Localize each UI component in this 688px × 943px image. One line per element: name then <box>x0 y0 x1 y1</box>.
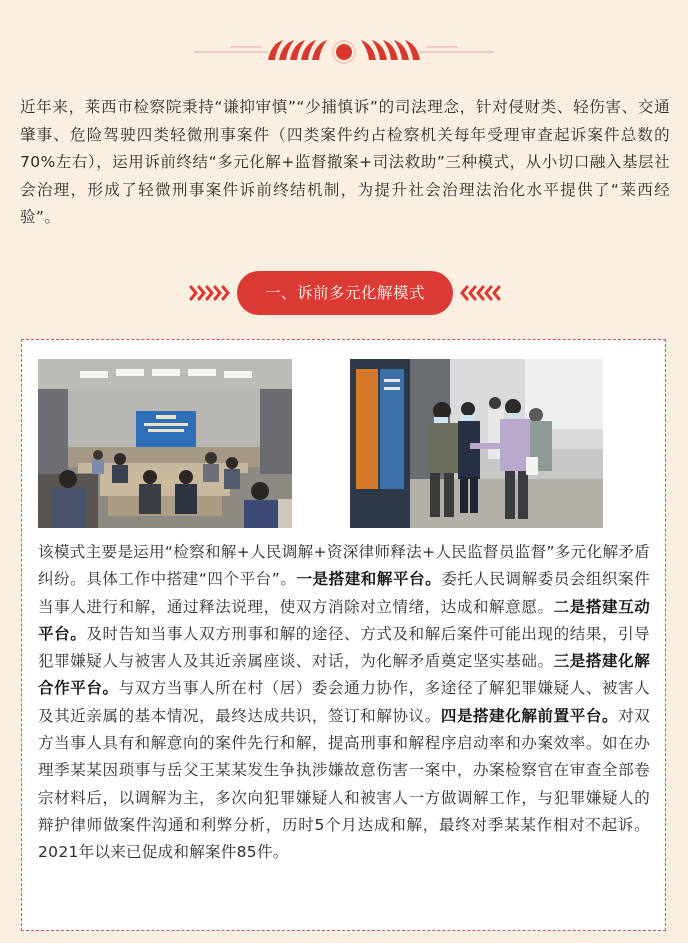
body-text-4: 与双方当事人所在村（居）委会通力协作，多途径了解犯罪嫌疑人、被害人及其近亲属的基本情况，最终达成共识，签订和解协议。 <box>38 679 650 725</box>
body-text-1: 该模式主要是运用“检察和解+人民调解+资深律师释法+人民监督员监督”多元化解矛盾纠纷。具体工作中搭建“四个平台”。 <box>38 543 650 589</box>
platform-3-heading: 三是搭建化解合作平台。 <box>38 652 650 698</box>
meeting-room-photo <box>38 359 292 528</box>
platform-4-heading: 四是搭建化解前置平台。 <box>440 706 619 725</box>
content-card <box>21 339 666 931</box>
section-title: 一、诉前多元化解模式 <box>237 271 453 315</box>
body-paragraph <box>38 539 650 867</box>
body-text-5: 对双方当事人具有和解意向的案件先行和解，提高刑事和解程序启动率和办案效率。如在办理季某某因琐事与岳父王某某发生争执涉嫌故意伤害一案中，办案检察官在审查全部卷宗材料后，以调解为主，多次向犯罪嫌疑人和被害人一方做调解工作，与犯罪嫌疑人的辩护律师做案件沟通和利弊分析，历时5个月达成和解，最终对季某某作相对不起诉。2021年以来已促成和解案件85件。 <box>38 706 650 862</box>
chevrons-left-icon <box>188 283 232 303</box>
section-header <box>0 268 688 318</box>
chevrons-right-icon <box>458 283 502 303</box>
top-ornament <box>0 30 688 70</box>
platform-1-heading: 一是搭建和解平台。 <box>296 570 442 589</box>
body-text-3: 及时告知当事人双方刑事和解的途径、方式及和解后案件可能出现的结果，引导犯罪嫌疑人与被害人及其近亲属座谈、对话，为化解矛盾奠定坚实基础。 <box>38 624 650 671</box>
intro-paragraph: 近年来，莱西市检察院秉持“谦抑审慎”“少捕慎诉”的司法理念，针对侵财类、轻伤害、交通肇事、危险驾驶四类轻微刑事案件（四类案件约占检察机关每年受理审查起诉案件总数的70%左右），运用诉前终结“多元化解+监督撤案+司法救助”三种模式，从小切口融入基层社会治理，形成了轻微刑事案件诉前终结机制，为提升社会治理法治化水平提供了“莱西经验”。 <box>20 98 670 226</box>
handshake-photo <box>350 359 603 528</box>
body-text-2: 委托人民调解委员会组织案件当事人进行和解，通过释法说理，使双方消除对立情绪，达成和解意愿。 <box>38 570 651 616</box>
platform-2-heading: 二是搭建互动平台。 <box>38 597 650 643</box>
